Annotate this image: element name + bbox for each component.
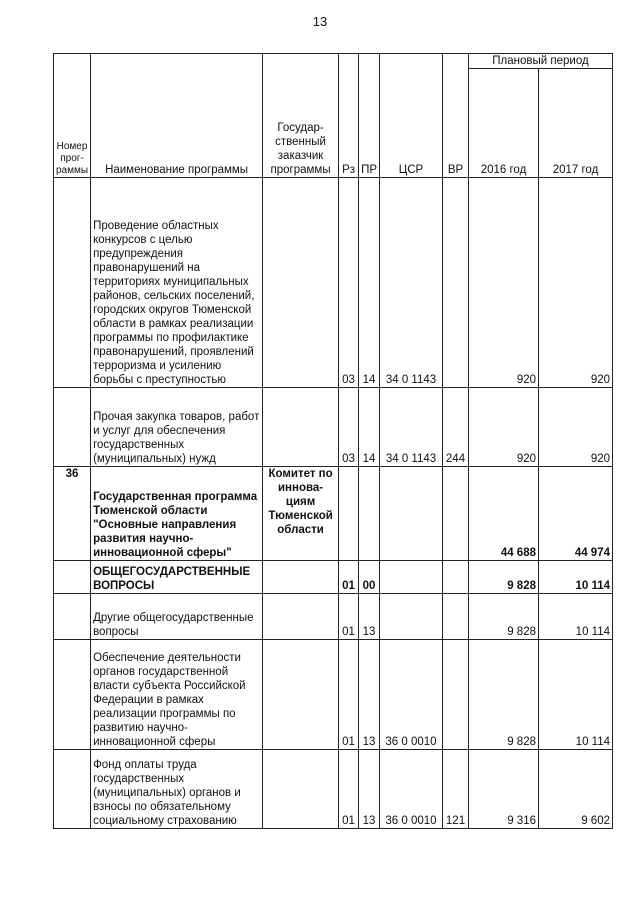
cell-vr [443, 640, 469, 750]
cell-csr: 36 0 0010 [380, 640, 443, 750]
cell-pr: 13 [359, 750, 380, 829]
header-num: Номер прог-раммы [54, 54, 91, 178]
cell-rz: 03 [339, 178, 359, 388]
cell-2017: 10 114 [539, 561, 613, 594]
cell-2016: 920 [469, 178, 539, 388]
table-row [54, 467, 613, 561]
cell-customer [263, 178, 339, 388]
table-row [54, 640, 613, 750]
cell-num [54, 750, 91, 829]
cell-num [54, 594, 91, 640]
cell-csr [380, 594, 443, 640]
cell-csr: 36 0 0010 [380, 750, 443, 829]
cell-rz: 01 [339, 750, 359, 829]
cell-vr: 121 [443, 750, 469, 829]
cell-num [54, 388, 91, 467]
header-rz: Рз [339, 54, 359, 178]
cell-csr: 34 0 1143 [380, 178, 443, 388]
header-year-2017: 2017 год [539, 69, 613, 178]
table-row [54, 594, 613, 640]
cell-pr [359, 467, 380, 561]
cell-2016: 44 688 [469, 467, 539, 561]
cell-name: Прочая закупка товаров, работ и услуг для обеспечения государственных (муниципальных) нужд [91, 388, 263, 467]
cell-pr: 14 [359, 178, 380, 388]
cell-vr [443, 594, 469, 640]
cell-2016: 9 828 [469, 640, 539, 750]
cell-2016: 920 [469, 388, 539, 467]
cell-customer [263, 388, 339, 467]
table-row [54, 178, 613, 388]
cell-customer [263, 594, 339, 640]
cell-name: Фонд оплаты труда государственных (муниципальных) органов и взносы по обязательному социальному страхованию [91, 750, 263, 829]
budget-table [53, 53, 613, 829]
cell-2017: 920 [539, 178, 613, 388]
cell-pr: 00 [359, 561, 380, 594]
cell-csr [380, 561, 443, 594]
cell-2016: 9 316 [469, 750, 539, 829]
header-name: Наименование программы [91, 54, 263, 178]
header-pr: ПР [359, 54, 380, 178]
cell-vr [443, 561, 469, 594]
cell-name: Обеспечение деятельности органов государственной власти субъекта Российской Федерации в рамках реализации программы по развитию научно-инновационной сферы [91, 640, 263, 750]
cell-2017: 10 114 [539, 640, 613, 750]
cell-pr: 14 [359, 388, 380, 467]
cell-rz: 01 [339, 561, 359, 594]
table-row [54, 561, 613, 594]
cell-customer: Комитет по иннова-циям Тюменской области [263, 467, 339, 561]
cell-rz [339, 467, 359, 561]
cell-name: Проведение областных конкурсов с целью предупреждения правонарушений на территориях муниципальных районов, сельских поселений, городских округов Тюменской области в рамках реализации программы по профилактике правонарушений, проявлений терроризма и усилению борьбы с преступностью [91, 178, 263, 388]
cell-num [54, 561, 91, 594]
cell-name: Другие общегосударственные вопросы [91, 594, 263, 640]
cell-pr: 13 [359, 594, 380, 640]
cell-customer [263, 640, 339, 750]
cell-rz: 01 [339, 640, 359, 750]
cell-2016: 9 828 [469, 594, 539, 640]
cell-num [54, 640, 91, 750]
header-row-1 [54, 54, 613, 69]
table-row [54, 388, 613, 467]
cell-rz: 01 [339, 594, 359, 640]
cell-2017: 9 602 [539, 750, 613, 829]
header-year-2016: 2016 год [469, 69, 539, 178]
cell-pr: 13 [359, 640, 380, 750]
cell-csr [380, 467, 443, 561]
cell-customer [263, 561, 339, 594]
page-number: 13 [312, 14, 328, 29]
table-row [54, 750, 613, 829]
cell-vr [443, 178, 469, 388]
cell-num: 36 [54, 467, 91, 561]
cell-vr [443, 467, 469, 561]
cell-2017: 44 974 [539, 467, 613, 561]
header-customer: Государ-ственный заказчик программы [263, 54, 339, 178]
cell-customer [263, 750, 339, 829]
cell-2017: 920 [539, 388, 613, 467]
header-csr: ЦСР [380, 54, 443, 178]
cell-num [54, 178, 91, 388]
header-vr: ВР [443, 54, 469, 178]
cell-rz: 03 [339, 388, 359, 467]
cell-name: Государственная программа Тюменской области "Основные направления развития научно-инновационной сферы" [91, 467, 263, 561]
cell-2016: 9 828 [469, 561, 539, 594]
header-planned-period: Плановый период [469, 54, 613, 69]
cell-name: ОБЩЕГОСУДАРСТВЕННЫЕ ВОПРОСЫ [91, 561, 263, 594]
cell-vr: 244 [443, 388, 469, 467]
cell-2017: 10 114 [539, 594, 613, 640]
cell-csr: 34 0 1143 [380, 388, 443, 467]
